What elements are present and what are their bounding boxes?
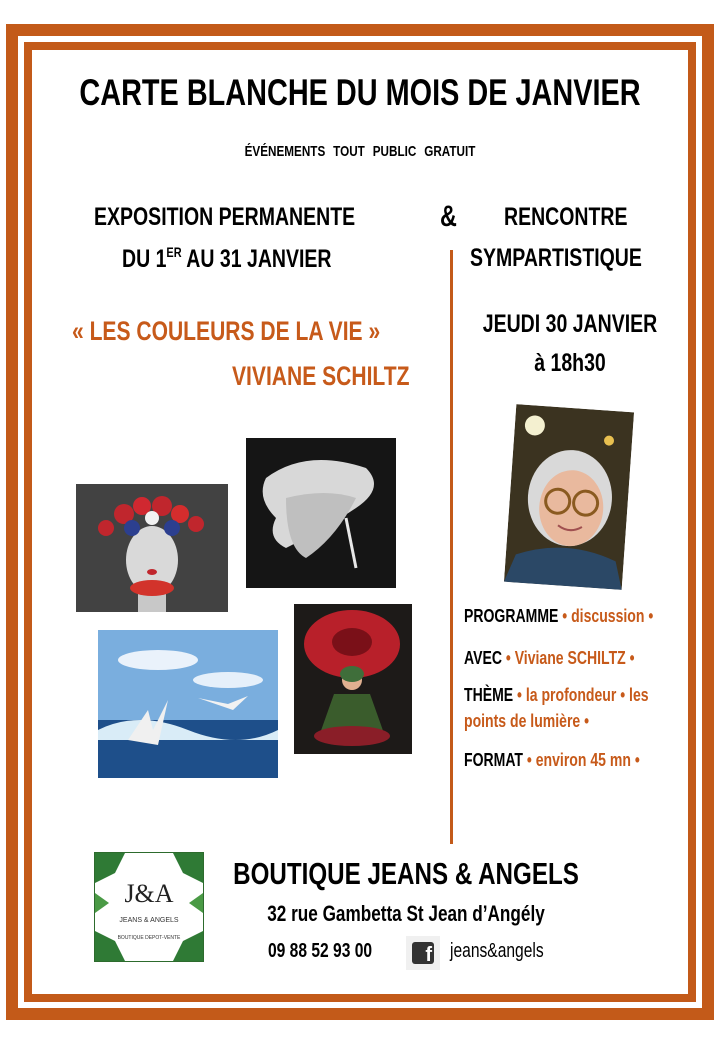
shop-name: BOUTIQUE JEANS & ANGELS: [233, 856, 579, 891]
theme-line-2: points de lumière •: [464, 711, 590, 731]
painting-dancer: [246, 438, 396, 588]
format-line: FORMAT • environ 45 mn •: [464, 750, 640, 770]
theme-line: THÈME • la profondeur • les: [464, 685, 649, 705]
rencontre-heading-line1: RENCONTRE: [504, 203, 628, 231]
painting-woman-flowers: [76, 484, 228, 612]
exposition-heading-line1: EXPOSITION PERMANENTE: [94, 203, 356, 231]
exhibition-title: « LES COULEURS DE LA VIE »: [72, 316, 381, 346]
shop-phone: 09 88 52 93 00: [268, 940, 373, 962]
programme-line: PROGRAMME • discussion •: [464, 606, 654, 626]
event-tags: ÉVÉNEMENTS TOUT PUBLIC GRATUIT: [244, 143, 476, 160]
main-title: CARTE BLANCHE DU MOIS DE JANVIER: [79, 72, 641, 113]
painting-poppy-girl: [294, 604, 412, 754]
exposition-dates: DU 1ER AU 31 JANVIER: [122, 244, 332, 273]
painting-seagulls: [98, 630, 278, 778]
rencontre-time: à 18h30: [534, 349, 606, 377]
facebook-handle: jeans&angels: [450, 940, 544, 962]
rencontre-heading-line2: SYMPARTISTIQUE: [470, 244, 642, 272]
avec-line: AVEC • Viviane SCHILTZ •: [464, 648, 635, 668]
logo-name: JEANS & ANGELS: [119, 917, 179, 924]
artist-photo: [504, 404, 634, 590]
logo-mark: J&A: [124, 879, 174, 908]
rencontre-date: JEUDI 30 JANVIER: [482, 310, 658, 338]
shop-address: 32 rue Gambetta St Jean d’Angély: [267, 901, 545, 926]
logo-tagline: BOUTIQUE DEPOT-VENTE: [117, 935, 181, 941]
facebook-icon: f: [406, 936, 440, 970]
ampersand: &: [440, 200, 457, 233]
artist-name: VIVIANE SCHILTZ: [232, 361, 410, 391]
column-divider: [450, 250, 453, 844]
